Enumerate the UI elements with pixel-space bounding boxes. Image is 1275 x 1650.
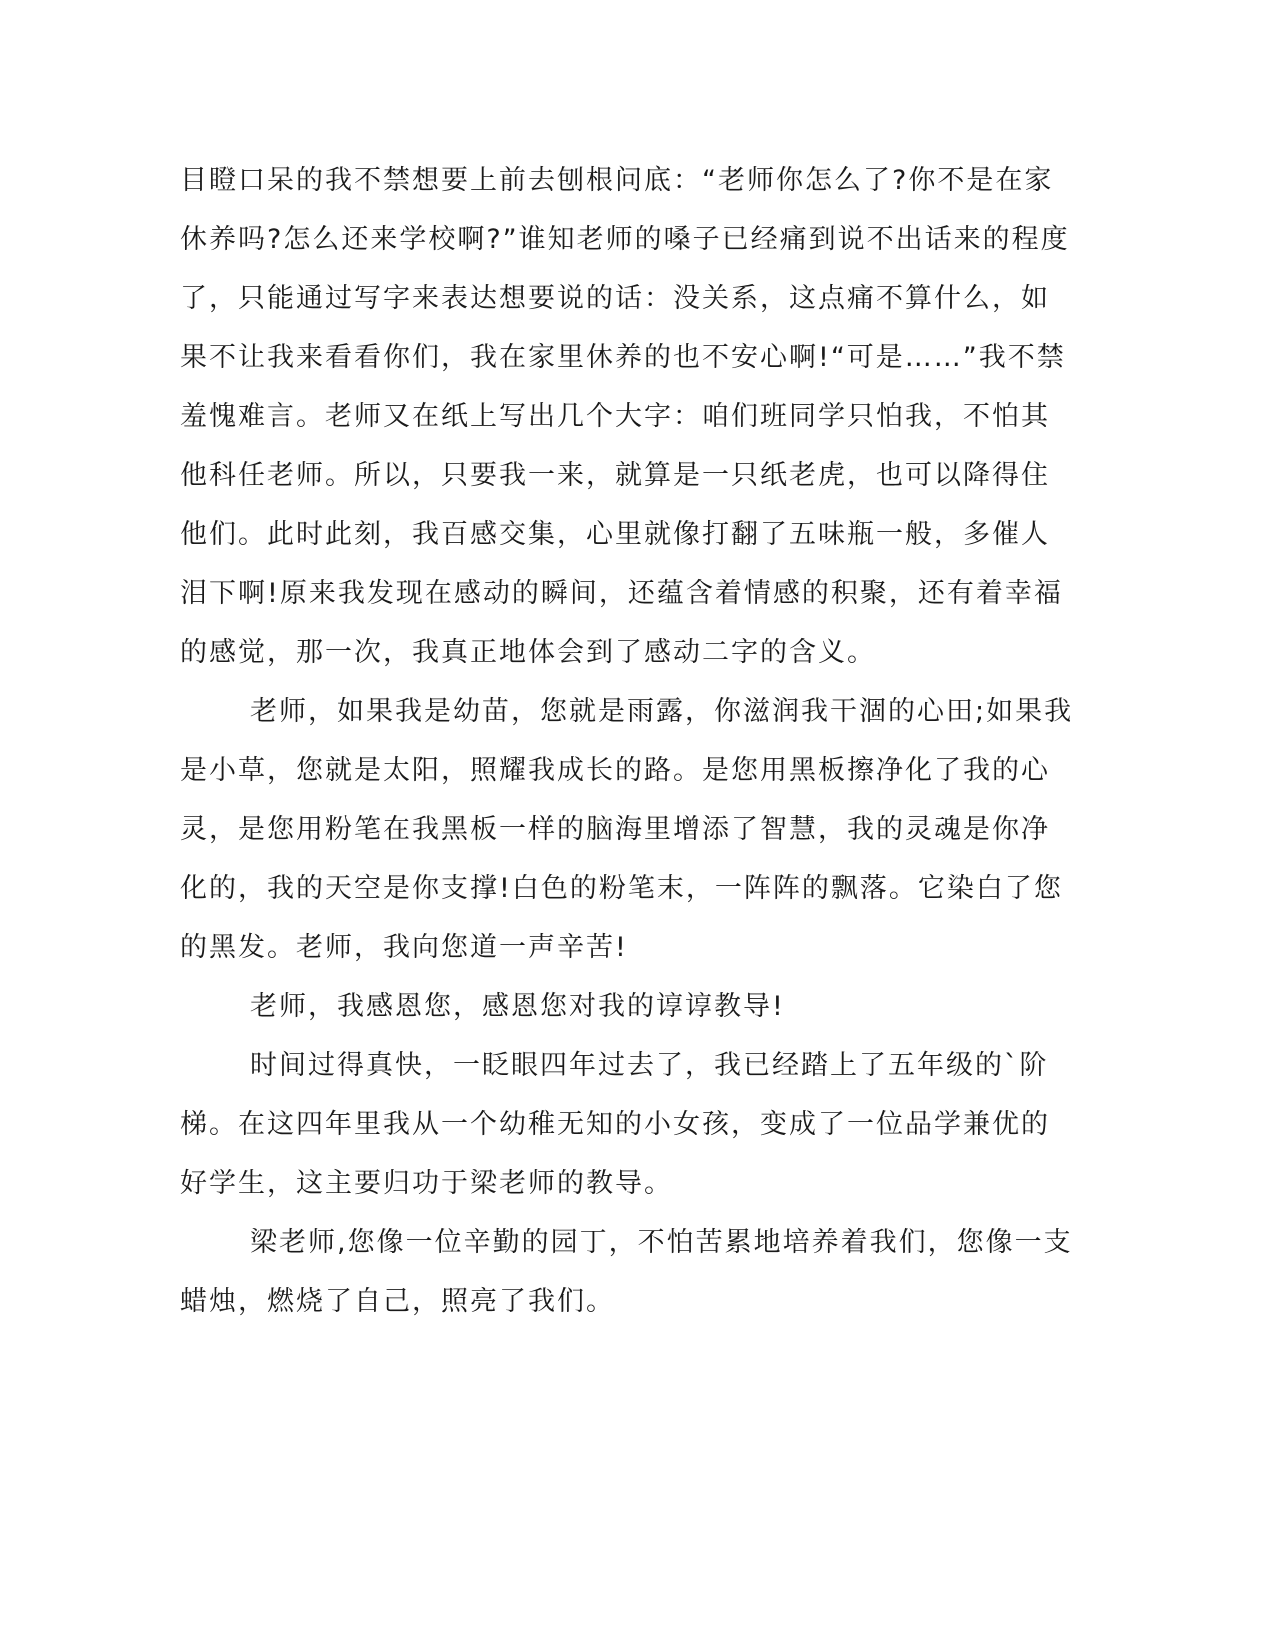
paragraph-start-line: 老师，我感恩您，感恩您对我的谆谆教导! <box>250 991 785 1022</box>
text-line: 他科任老师。所以，只要我一来，就算是一只纸老虎，也可以降得住 <box>180 460 1050 491</box>
text-line: 的黑发。老师，我向您道一声辛苦! <box>180 932 628 963</box>
text-line: 化的，我的天空是你支撑!白色的粉笔末，一阵阵的飘落。它染白了您 <box>180 873 1063 904</box>
text-line: 果不让我来看看你们，我在家里休养的也不安心啊!“可是……”我不禁 <box>180 342 1066 373</box>
document-body <box>180 157 1074 1337</box>
text-line: 羞愧难言。老师又在纸上写出几个大字：咱们班同学只怕我，不怕其 <box>180 401 1050 432</box>
text-line: 好学生，这主要归功于梁老师的教导。 <box>180 1168 673 1199</box>
text-line: 梯。在这四年里我从一个幼稚无知的小女孩，变成了一位品学兼优的 <box>180 1109 1050 1140</box>
text-line: 蜡烛，燃烧了自己，照亮了我们。 <box>180 1286 615 1317</box>
text-line: 休养吗?怎么还来学校啊?”谁知老师的嗓子已经痛到说不出话来的程度 <box>180 224 1070 255</box>
text-line: 是小草，您就是太阳，照耀我成长的路。是您用黑板擦净化了我的心 <box>180 755 1050 786</box>
text-line: 灵，是您用粉笔在我黑板一样的脑海里增添了智慧，我的灵魂是你净 <box>180 814 1050 845</box>
text-line: 了，只能通过写字来表达想要说的话：没关系，这点痛不算什么，如 <box>180 283 1050 314</box>
text-line: 泪下啊!原来我发现在感动的瞬间，还蕴含着情感的积聚，还有着幸福 <box>180 578 1063 609</box>
text-line: 他们。此时此刻，我百感交集，心里就像打翻了五味瓶一般，多催人 <box>180 519 1050 550</box>
paragraph-start-line: 时间过得真快，一眨眼四年过去了，我已经踏上了五年级的`阶 <box>250 1050 1049 1081</box>
paragraph-start-line: 老师，如果我是幼苗，您就是雨露，你滋润我干涸的心田;如果我 <box>250 696 1074 727</box>
text-line: 目瞪口呆的我不禁想要上前去刨根问底：“老师你怎么了?你不是在家 <box>180 165 1054 196</box>
text-line: 的感觉，那一次，我真正地体会到了感动二字的含义。 <box>180 637 876 668</box>
paragraph-start-line: 梁老师,您像一位辛勤的园丁，不怕苦累地培养着我们，您像一支 <box>250 1227 1073 1258</box>
